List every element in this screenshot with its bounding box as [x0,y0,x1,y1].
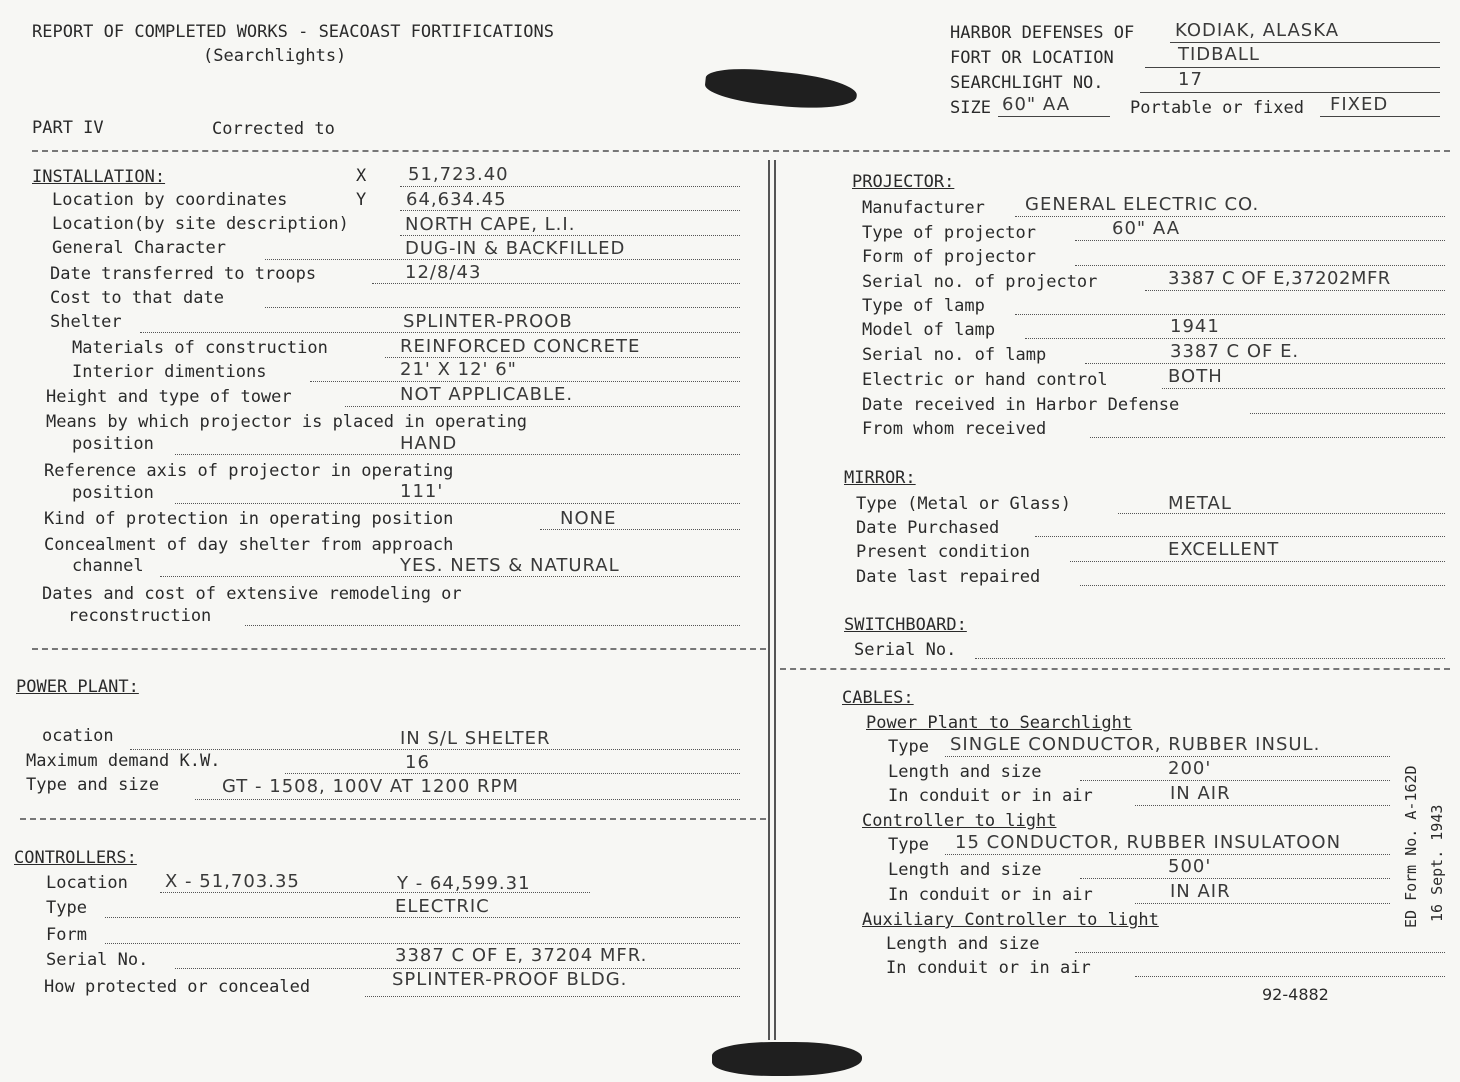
fort-value: TIDBALL [1178,44,1260,65]
controller-protected-line [365,996,740,997]
ctl-type-line [945,854,1390,855]
coord-label: Location by coordinates [52,190,288,210]
power-demand-label: Maximum demand K.W. [26,751,221,771]
fort-label: FORT OR LOCATION [950,48,1114,68]
ctl-length-line [1080,878,1390,879]
pp-length-line [1080,780,1390,781]
power-divider [20,818,766,820]
manufacturer-label: Manufacturer [862,198,985,218]
materials-label: Materials of construction [72,338,328,358]
remodel-label-2: reconstruction [68,606,212,626]
ctl-conduit-label: In conduit or in air [888,885,1093,905]
controller-serial-label: Serial No. [46,950,149,970]
mirror-heading: MIRROR: [844,468,916,488]
pp-length-label: Length and size [888,762,1042,782]
control-label: Electric or hand control [862,370,1108,390]
harbor-value: KODIAK, ALASKA [1175,20,1340,41]
reference-label: Reference axis of projector in operating [44,461,454,481]
shelter-value: SPLINTER-PROOB [403,311,573,332]
controller-y-value: Y - 64,599.31 [397,873,531,894]
repaired-label: Date last repaired [856,567,1041,587]
coord-y-value: 64,634.45 [406,189,507,210]
coord-y-label: Y [356,190,367,210]
lamp-type-label: Type of lamp [862,296,985,316]
report-subtitle: (Searchlights) [203,46,347,66]
pp-conduit-label: In conduit or in air [888,786,1093,806]
fort-underline [1145,67,1440,68]
received-line [1250,413,1445,414]
shelter-label: Shelter [50,312,122,332]
ctl-conduit-line [1135,903,1390,904]
projector-heading: PROJECTOR: [852,172,955,192]
size-value: 60" AA [1002,94,1071,115]
coord-y-line [400,210,740,211]
form-number: ED Form No. A-162D [1402,765,1420,928]
controller-x-value: X - 51,703.35 [165,871,300,892]
controller-type-line [105,917,740,918]
part-label: PART IV [32,118,104,138]
power-location-line [130,749,740,750]
installation-heading: INSTALLATION: [32,167,166,187]
character-value: DUG-IN & BACKFILLED [405,238,626,259]
mirror-type-label: Type (Metal or Glass) [856,494,1071,514]
switchboard-heading: SWITCHBOARD: [844,615,967,635]
switchboard-serial-label: Serial No. [854,640,957,660]
interior-line [310,381,740,382]
controller-protected-value: SPLINTER-PROOF BLDG. [392,969,628,990]
site-value: NORTH CAPE, L.I. [405,214,576,235]
pp-type-value: SINGLE CONDUCTOR, RUBBER INSUL. [950,734,1321,755]
controller-type-value: ELECTRIC [395,896,490,917]
character-label: General Character [52,238,226,258]
materials-line [385,357,740,358]
lamp-model-line [1025,338,1445,339]
materials-value: REINFORCED CONCRETE [400,336,641,357]
pp-type-label: Type [888,737,929,757]
means-label: Means by which projector is placed in operating [46,412,528,432]
portable-value: FIXED [1330,94,1389,115]
cost-line [265,307,740,308]
means-value: HAND [400,433,458,454]
aux-length-label: Length and size [886,934,1040,954]
header-divider [32,150,1450,152]
coord-x-value: 51,723.40 [408,164,509,185]
size-underline [998,116,1110,117]
character-line [265,259,740,260]
searchlight-no-value: 17 [1178,69,1203,90]
controller-type-label: Type [46,898,87,918]
purchased-line [1035,536,1445,537]
transferred-line [372,283,740,284]
means-label-2: position [72,434,154,454]
searchlight-no-underline [1140,92,1440,93]
lamp-model-label: Model of lamp [862,320,996,340]
tower-line [345,406,740,407]
size-label: SIZE [950,98,991,118]
searchlight-no-label: SEARCHLIGHT NO. [950,73,1104,93]
pp-conduit-value: IN AIR [1170,783,1231,804]
switchboard-serial-line [975,658,1445,659]
coord-x-label: X [356,166,367,186]
ctl-length-value: 500' [1168,856,1212,877]
ctl-length-label: Length and size [888,860,1042,880]
aux-cable-heading: Auxiliary Controller to light [862,910,1159,930]
power-type-value: GT - 1508, 100V AT 1200 RPM [222,776,519,797]
form-date: 16 Sept. 1943 [1428,804,1446,922]
lamp-serial-label: Serial no. of lamp [862,345,1047,365]
remodel-label: Dates and cost of extensive remodeling or [42,584,462,604]
transferred-label: Date transferred to troops [50,264,317,284]
tower-value: NOT APPLICABLE. [400,384,574,405]
concealment-label: Concealment of day shelter from approach [44,535,454,555]
received-label: Date received in Harbor Defense [862,395,1180,415]
harbor-label: HARBOR DEFENSES OF [950,23,1135,43]
manufacturer-value: GENERAL ELECTRIC CO. [1025,194,1260,215]
purchased-label: Date Purchased [856,518,1000,538]
controller-location-label: Location [46,873,128,893]
site-line [400,235,740,236]
projector-type-label: Type of projector [862,223,1036,243]
shelter-line [140,332,740,333]
column-divider-2 [774,160,776,1040]
ctl-type-label: Type [888,835,929,855]
corrected-label: Corrected to [212,119,335,139]
site-label: Location(by site description) [52,214,349,234]
portable-underline [1320,116,1440,117]
lamp-serial-value: 3387 C OF E. [1170,341,1300,362]
cables-heading: CABLES: [842,688,914,708]
aux-conduit-label: In conduit or in air [886,958,1091,978]
switchboard-divider [780,668,1450,670]
tower-label: Height and type of tower [46,387,292,407]
controller-location-line [160,892,590,893]
from-line [1090,437,1445,438]
protection-line [540,529,740,530]
control-line [1162,388,1445,389]
projector-form-label: Form of projector [862,247,1036,267]
reference-value: 111' [400,481,444,502]
report-title: REPORT OF COMPLETED WORKS - SEACOAST FORTIFICATIONS [32,22,554,42]
controller-form-label: Form [46,925,87,945]
means-line [175,454,740,455]
ctl-conduit-value: IN AIR [1170,881,1231,902]
controllers-heading: CONTROLLERS: [14,848,137,868]
ctl-type-value: 15 CONDUCTOR, RUBBER INSULATOON [955,832,1342,853]
concealment-line [160,576,740,577]
condition-line [1070,561,1445,562]
reference-line [175,503,740,504]
pp-length-value: 200' [1168,758,1212,779]
lamp-type-line [1015,314,1445,315]
mirror-type-line [1118,513,1445,514]
concealment-label-2: channel [72,556,144,576]
condition-value: EXCELLENT [1168,539,1280,560]
controller-form-line [105,943,740,944]
protection-value: NONE [560,508,617,529]
control-value: BOTH [1168,366,1223,387]
redaction-mark-top [704,64,859,114]
redaction-mark-bottom [712,1042,862,1076]
manufacturer-line [1015,216,1445,217]
ctl-cable-heading: Controller to light [862,811,1057,831]
power-type-label: Type and size [26,775,160,795]
projector-serial-value: 3387 C OF E,37202MFR [1168,268,1391,289]
projector-serial-label: Serial no. of projector [862,272,1098,292]
power-location-value: IN S/L SHELTER [400,728,551,749]
controller-protected-label: How protected or concealed [44,977,311,997]
projector-serial-line [1145,290,1445,291]
reference-label-2: position [72,483,154,503]
portable-label: Portable or fixed [1130,98,1304,118]
pp-type-line [945,756,1390,757]
aux-length-line [1075,952,1445,953]
concealment-value: YES. NETS & NATURAL [400,555,620,576]
transferred-value: 12/8/43 [405,262,482,283]
remodel-line [245,625,740,626]
power-type-line [195,799,740,800]
installation-divider [32,648,766,650]
coord-x-line [400,186,740,187]
from-label: From whom received [862,419,1047,439]
cost-label: Cost to that date [50,288,224,308]
repaired-line [1080,585,1445,586]
projector-type-value: 60" AA [1112,218,1181,239]
power-plant-heading: POWER PLANT: [16,677,139,697]
interior-value: 21' X 12' 6" [400,359,517,380]
pp-cable-heading: Power Plant to Searchlight [866,713,1133,733]
controller-serial-value: 3387 C OF E, 37204 MFR. [395,945,648,966]
protection-label: Kind of protection in operating position [44,509,454,529]
projector-type-line [1075,240,1445,241]
lamp-model-value: 1941 [1170,316,1220,337]
harbor-underline [1170,42,1440,43]
document-number: 92-4882 [1262,985,1329,1004]
power-location-label: ocation [42,726,114,746]
projector-form-line [1075,265,1445,266]
lamp-serial-line [1085,363,1445,364]
power-demand-line [285,773,740,774]
pp-conduit-line [1135,805,1390,806]
column-divider [768,160,770,1040]
aux-conduit-line [1135,976,1445,977]
condition-label: Present condition [856,542,1030,562]
interior-label: Interior dimentions [72,362,267,382]
power-demand-value: 16 [405,752,430,773]
mirror-type-value: METAL [1168,493,1232,514]
